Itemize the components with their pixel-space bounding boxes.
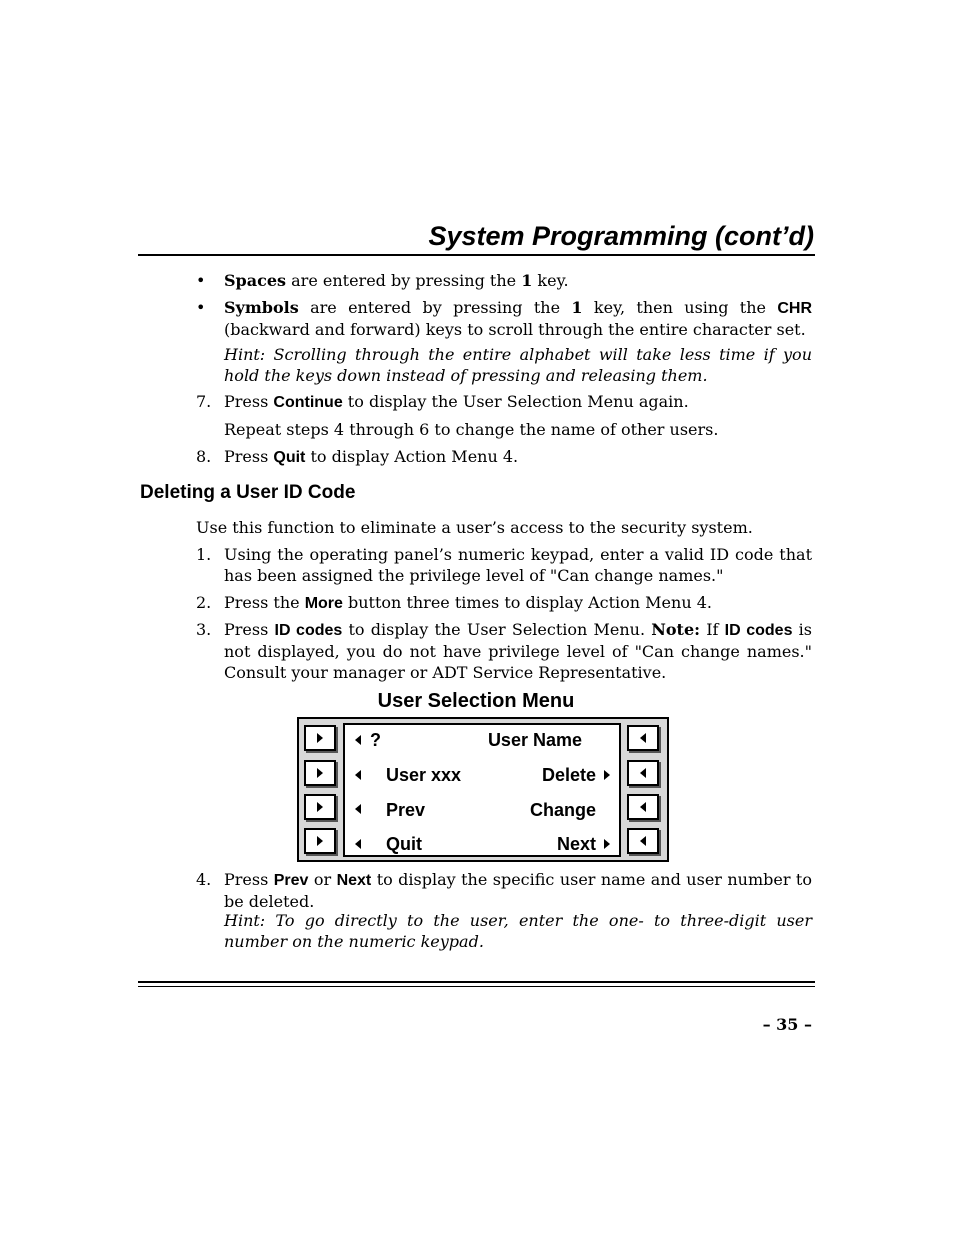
step-1: Using the operating panel’s numeric keypad, enter a valid ID code that has been assigned the privilege level of "Can change names.": [224, 545, 812, 585]
header-rule: [138, 254, 815, 256]
key-1: 1: [521, 271, 533, 290]
footer-rule-thin: [138, 986, 815, 987]
left-soft-key-1[interactable]: [304, 725, 336, 751]
menu-row-4-left: Quit: [386, 834, 422, 854]
left-soft-key-4[interactable]: [304, 828, 336, 854]
arrow-left-icon: [640, 802, 646, 812]
arrow-left-icon: [640, 768, 646, 778]
bullet-spaces-bold: Spaces: [224, 271, 287, 290]
step-2-post: button three times to display Action Menu 4.: [342, 593, 712, 612]
bullet-symbols-bold: Symbols: [224, 298, 299, 317]
repeat-note: Repeat steps 4 through 6 to change the name of other users.: [224, 420, 719, 439]
id-codes-key-label: ID codes: [274, 622, 343, 639]
arrow-left-icon: [355, 839, 361, 849]
bullet-marker: •: [196, 298, 206, 317]
hint-scrolling: Hint: Scrolling through the entire alphabet will take less time if you hold the keys down instead of pressing and releasing them.: [224, 345, 812, 385]
menu-row-4-right: Next: [556, 834, 596, 854]
key-1: 1: [571, 298, 583, 317]
chr-key-label: CHR: [777, 300, 813, 317]
menu-row-2-left: User xxx: [386, 765, 462, 785]
step-number: 8.: [196, 447, 212, 466]
bullet-symbols-text-mid: key, then using the: [582, 298, 778, 317]
menu-row-1-left: ?: [370, 730, 381, 750]
step-number: 2.: [196, 593, 212, 612]
hint-direct-user: Hint: To go directly to the user, enter the one- to three-digit user number on the numeric keypad.: [224, 911, 812, 951]
menu-row-2-right: Delete: [541, 765, 596, 785]
arrow-left-icon: [355, 735, 361, 745]
bullet-spaces: [224, 270, 812, 291]
id-codes-key-label: ID codes: [724, 622, 793, 639]
step-2-pre: Press the: [224, 593, 305, 612]
step-number: 1.: [196, 545, 212, 564]
page-title: System Programming (cont’d): [428, 221, 814, 251]
right-soft-key-2[interactable]: [627, 760, 659, 786]
right-soft-key-4[interactable]: [627, 828, 659, 854]
step-3-pre: Press: [224, 620, 275, 639]
arrow-right-icon: [317, 768, 323, 778]
menu-row-3-right: Change: [529, 800, 596, 820]
left-soft-key-2[interactable]: [304, 760, 336, 786]
footer-rule: [138, 981, 815, 983]
step-3: [224, 619, 812, 683]
menu-row-1-right: User Name: [487, 730, 582, 750]
arrow-right-icon: [317, 802, 323, 812]
step-3-mid2: If: [700, 620, 725, 639]
step-7-pre: Press: [224, 392, 274, 411]
note-label: Note:: [651, 620, 701, 639]
menu-row-3-left: Prev: [386, 800, 426, 820]
step-3-mid: to display the User Selection Menu.: [342, 620, 652, 639]
more-key-label: More: [304, 595, 343, 612]
bullet-spaces-text: are entered by pressing the: [286, 271, 522, 290]
step-4-pre: Press: [224, 870, 274, 889]
section-intro: Use this function to eliminate a user’s access to the security system.: [196, 518, 753, 537]
step-2: [224, 592, 812, 614]
left-soft-key-3[interactable]: [304, 794, 336, 820]
quit-key-label: Quit: [273, 449, 306, 466]
next-key-label: Next: [336, 872, 372, 889]
step-3-post: is not displayed, you do not have privilege level of "Can change names." Consult your manager or ADT Service Representative.: [224, 620, 812, 682]
step-8: [224, 446, 812, 468]
continue-key-label: Continue: [273, 394, 343, 411]
step-8-post: to display Action Menu 4.: [305, 447, 519, 466]
page-number: – 35 –: [762, 1015, 812, 1034]
step-number: 3.: [196, 620, 212, 639]
step-number: 4.: [196, 870, 212, 889]
arrow-left-icon: [640, 733, 646, 743]
section-heading: Deleting a User ID Code: [140, 482, 356, 503]
bullet-spaces-text-end: key.: [532, 271, 569, 290]
bullet-marker: •: [196, 271, 206, 290]
step-4-post: to display the specific user name and user number to be deleted.: [224, 870, 812, 911]
arrow-left-icon: [355, 770, 361, 780]
bullet-symbols-text: are entered by pressing the: [298, 298, 572, 317]
right-soft-key-1[interactable]: [627, 725, 659, 751]
arrow-left-icon: [640, 836, 646, 846]
step-7-post: to display the User Selection Menu again.: [342, 392, 689, 411]
step-7: [224, 391, 812, 413]
arrow-right-icon: [604, 770, 610, 780]
prev-key-label: Prev: [273, 872, 309, 889]
arrow-right-icon: [317, 836, 323, 846]
menu-title: User Selection Menu: [377, 690, 575, 712]
arrow-right-icon: [317, 733, 323, 743]
arrow-right-icon: [604, 839, 610, 849]
step-number: 7.: [196, 392, 212, 411]
step-4-mid: or: [308, 870, 337, 889]
arrow-left-icon: [355, 804, 361, 814]
step-4: [224, 869, 812, 912]
right-soft-key-3[interactable]: [627, 794, 659, 820]
bullet-symbols: [224, 297, 812, 340]
step-8-pre: Press: [224, 447, 274, 466]
bullet-symbols-text-end: (backward and forward) keys to scroll through the entire character set.: [224, 320, 806, 339]
